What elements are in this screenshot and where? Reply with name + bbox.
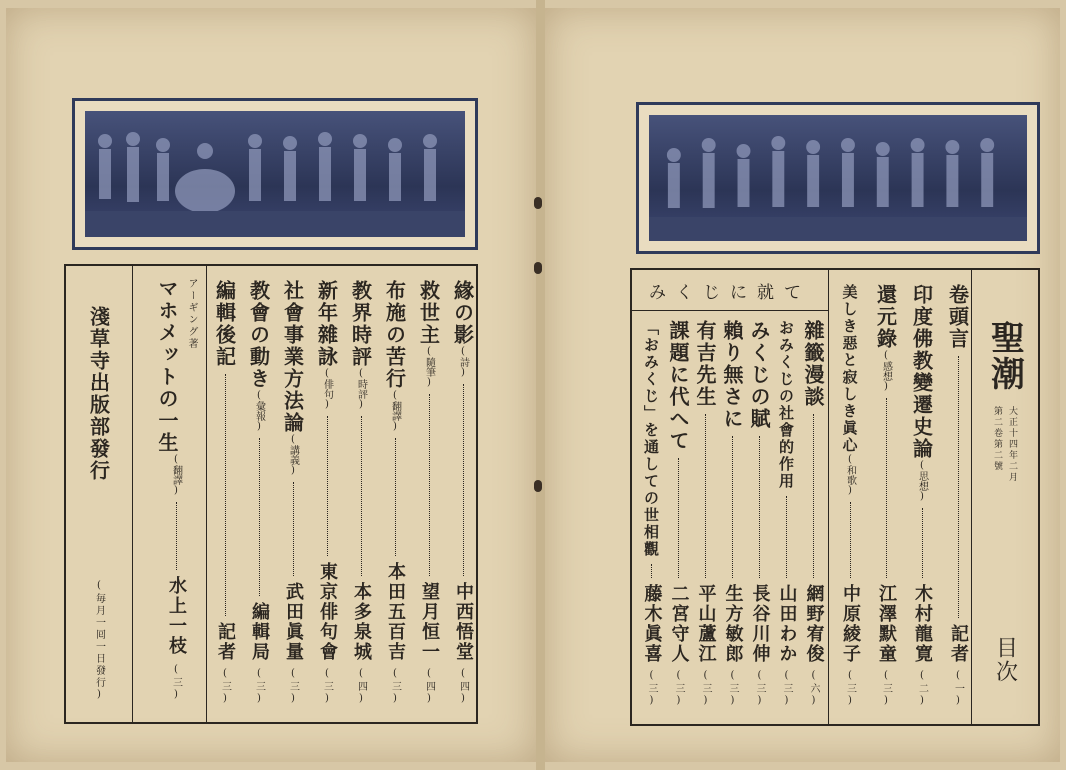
column-divider (828, 270, 829, 724)
entry-page: (三) (253, 668, 265, 706)
entry-title: 美しき惡と寂しき眞心 (840, 284, 859, 454)
toc-entry[interactable] (904, 270, 940, 724)
entry-author: 記者 (948, 624, 969, 664)
leader-dots (293, 482, 294, 576)
leader-dots (259, 438, 260, 596)
binding-gutter (536, 0, 545, 770)
entry-author: 望月恒一 (419, 582, 440, 662)
masthead-title: 聖潮 (984, 320, 1025, 392)
entry-genre: (和歌) (844, 454, 856, 496)
toc-entry[interactable] (940, 270, 976, 724)
leader-dots (429, 394, 430, 576)
entry-title: 救世主 (416, 280, 441, 346)
mahomet-entry (146, 266, 206, 722)
entry-author: 記者 (215, 622, 236, 662)
entry-author: 編輯局 (249, 602, 270, 662)
leader-dots (651, 564, 652, 578)
entry-page: (三) (170, 664, 182, 702)
toc-entry[interactable] (719, 312, 746, 724)
entry-title: おみくじの社會的作用 (777, 320, 795, 490)
entry-page: (三) (880, 670, 892, 708)
toc-entry[interactable] (746, 312, 773, 724)
issue-date: 大正十四年二月 (1007, 406, 1017, 483)
binding-hole (534, 480, 542, 492)
entry-author: 水上一枝 (166, 576, 187, 656)
leader-dots (361, 416, 362, 576)
toc-entry[interactable] (276, 266, 310, 722)
toc-entry[interactable] (773, 312, 800, 724)
entry-genre: (翻譯) (389, 390, 401, 432)
leader-dots (759, 436, 760, 578)
toc-entry[interactable] (665, 312, 692, 724)
entry-author: 中原綾子 (840, 584, 861, 664)
toc-entry[interactable] (638, 312, 665, 724)
leader-dots (958, 356, 959, 618)
entry-title: 緣の影 (450, 280, 475, 346)
leader-dots (886, 398, 887, 578)
entry-genre: (講義) (287, 434, 299, 476)
entry-title: 布施の苦行 (382, 280, 407, 390)
leader-dots (732, 436, 733, 578)
entry-page: (四) (355, 668, 367, 706)
toc-entry[interactable] (208, 266, 242, 722)
entry-title: 社會事業方法論 (280, 280, 305, 434)
entry-page: (三) (673, 670, 684, 708)
leader-dots (850, 502, 851, 578)
entry-page: (三) (844, 670, 856, 708)
leader-dots (463, 384, 464, 576)
leader-dots (225, 374, 226, 616)
leader-dots (786, 496, 787, 578)
entry-title: 有吉先生 (693, 320, 717, 408)
leader-dots (176, 502, 177, 570)
relief-frieze-right (636, 102, 1040, 254)
leader-dots (705, 414, 706, 578)
column-divider (206, 266, 207, 722)
entry-title: 雜籤漫談 (801, 320, 825, 408)
entry-author: 本田五百吉 (385, 562, 406, 662)
issue-volume: 第二卷第二號 (992, 406, 1002, 472)
entry-author: 長谷川伸 (749, 584, 771, 664)
entry-author: 木村龍寛 (912, 584, 933, 664)
entry-page: (三) (219, 668, 231, 706)
toc-entry[interactable] (692, 312, 719, 724)
entry-page: (三) (321, 668, 333, 706)
toc-entry[interactable] (868, 270, 904, 724)
publisher-name: 淺草寺出版部發行 (86, 306, 111, 482)
entry-page: (三) (781, 670, 792, 708)
entry-title: 編輯後記 (212, 280, 237, 368)
entry-title: 課題に代へて (666, 320, 690, 452)
entry-prefix: アーギング著 (186, 278, 197, 350)
binding-hole (534, 262, 542, 274)
entry-author: 東京俳句會 (317, 562, 338, 662)
entry-author: 山田わか (776, 584, 798, 664)
entry-page: (四) (457, 668, 469, 706)
entry-author: 江澤默童 (876, 584, 897, 664)
right-contents-box (630, 268, 1040, 726)
entry-author: 武田眞量 (283, 582, 304, 662)
entry-page: (三) (646, 670, 657, 708)
entry-page: (三) (700, 670, 711, 708)
contents-label: 目次 (992, 636, 1018, 684)
leader-dots (327, 416, 328, 556)
entry-page: (一) (952, 670, 964, 708)
toc-entry[interactable] (378, 266, 412, 722)
relief-image (85, 111, 465, 237)
section-rule (632, 310, 828, 311)
entry-author: 本多泉城 (351, 582, 372, 662)
entry-page: (四) (423, 668, 435, 706)
entry-genre: (感想) (880, 350, 892, 392)
entry-genre: (思想) (916, 460, 928, 502)
entry-genre: (詩) (457, 346, 469, 378)
entry-title: 教會の動き (246, 280, 271, 390)
omikuji-section-header: みくじに就て (649, 283, 811, 303)
entry-author: 藤木眞喜 (641, 584, 663, 664)
entry-title: マホメットの一生 (155, 278, 179, 454)
entry-genre: (隨筆) (423, 346, 435, 388)
entry-genre: (彙報) (253, 390, 265, 432)
entry-title: 卷頭言 (945, 284, 970, 350)
entry-author: 中西悟堂 (453, 582, 474, 662)
entry-title: 印度佛教變遷史論 (909, 284, 934, 460)
toc-entry[interactable] (800, 312, 827, 724)
publisher-column (66, 266, 132, 722)
entry-page: (二) (916, 670, 928, 708)
entry-page: (三) (389, 668, 401, 706)
leader-dots (813, 414, 814, 578)
leader-dots (395, 438, 396, 556)
entry-title: みくじの賦 (747, 320, 771, 430)
entry-author: 平山蘆江 (695, 584, 717, 664)
leader-dots (678, 458, 679, 578)
entry-page: (六) (808, 670, 819, 708)
entry-page: (三) (287, 668, 299, 706)
toc-entry[interactable] (310, 266, 344, 722)
entry-title: 教界時評 (348, 280, 373, 368)
toc-entry[interactable] (832, 270, 868, 724)
binding-hole (534, 197, 542, 209)
entry-page: (三) (754, 670, 765, 708)
entry-title: 「おみくじ」を通しての世相觀 (642, 320, 660, 558)
left-contents-box (64, 264, 478, 724)
entry-page: (三) (727, 670, 738, 708)
toc-entry[interactable] (412, 266, 446, 722)
toc-entry[interactable] (344, 266, 378, 722)
entry-author: 二宮守人 (668, 584, 690, 664)
relief-image (649, 115, 1027, 241)
entry-genre: (翻譯) (170, 454, 182, 496)
entry-genre: (時評) (355, 368, 367, 410)
issue-note: (毎月一囘一日發行) (93, 580, 105, 702)
entry-author: 網野宥俊 (803, 584, 825, 664)
entry-title: 還元錄 (873, 284, 898, 350)
masthead-column (972, 270, 1038, 724)
entry-genre: (俳句) (321, 368, 333, 410)
column-divider (132, 266, 133, 722)
relief-frieze-left (72, 98, 478, 250)
entry-title: 賴り無さに (720, 320, 744, 430)
toc-entry[interactable] (242, 266, 276, 722)
entry-author: 生方敏郎 (722, 584, 744, 664)
leader-dots (922, 508, 923, 578)
toc-entry[interactable] (446, 266, 480, 722)
entry-title: 新年雜詠 (314, 280, 339, 368)
